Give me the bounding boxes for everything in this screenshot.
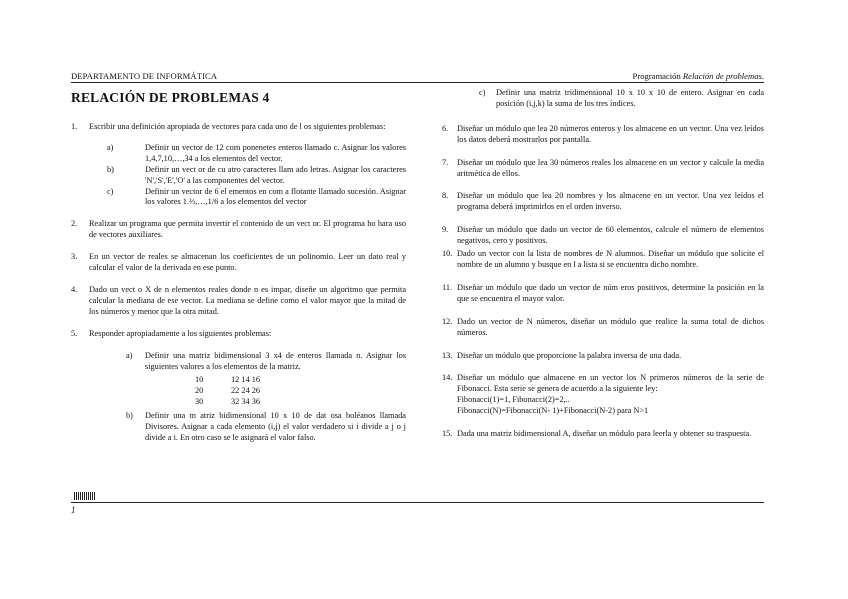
problem-text: Diseñar un módulo que lea 20 nombres y los almacene en un vector. Una vez leídos el programa deberá imprimirlos en el orden inverso.	[457, 191, 764, 212]
item-letter: b)	[126, 411, 133, 421]
problem-text: Diseñar un módulo que dado un vector de 60 elementos, calcule el número de elementos negativos, cero y positivos.	[457, 225, 764, 246]
problem-text: Dado un vector de N números, diseñar un módulo que realice la suma total de dichos números.	[457, 316, 764, 337]
problem-text: Diseñar un módulo que dado un vector de núm eros positivos, determine la posición en la que se encuentra el mayor valor.	[457, 282, 764, 303]
problem-1-a	[89, 143, 406, 165]
problem-2	[71, 219, 406, 241]
problem-text: Dado un vector con la lista de nombres de N alumnos. Diseñar un módulo que solicite el nombre de un alumno y busque en l a lista si se encuentra dicho nombre.	[457, 249, 764, 269]
problem-9	[442, 225, 764, 247]
page-title: RELACIÓN DE PROBLEMAS 4	[71, 90, 270, 105]
left-column	[71, 122, 406, 455]
problem-10	[442, 249, 764, 271]
problem-3	[71, 252, 406, 274]
matrix-cell: 30	[195, 397, 204, 407]
problem-number: 11.	[442, 282, 453, 292]
matrix-row	[195, 375, 406, 386]
header-department: DEPARTAMENTO DE INFORMÁTICA	[71, 71, 218, 81]
item-letter: a)	[126, 350, 133, 360]
matrix-cell: 12 14 16	[231, 375, 261, 385]
problem-4	[71, 285, 406, 318]
problem-1	[71, 122, 406, 208]
problem-number: 1.	[71, 122, 78, 131]
problem-number: 13.	[442, 350, 453, 360]
problem-12	[442, 317, 764, 339]
problem-6	[442, 124, 764, 146]
problem-1-c	[89, 187, 406, 209]
item-letter: c)	[107, 186, 114, 196]
problem-text: Diseñar un módulo que proporcione la palabra inversa de una dada.	[457, 350, 682, 360]
matrix-cell: 22 24 26	[231, 386, 261, 396]
header-course	[633, 71, 764, 81]
problem-text: Dado un vect o X de n elementos reales donde n es impar, diseñe un algoritmo que permita calcular la mediana de ese vector. La mediana se define como el valor mayor que la mitad de los números y menor que la otra mitad.	[89, 284, 406, 316]
problem-text: Responder apropiadamente a los siguientes problemas:	[89, 328, 272, 338]
item-text: Definir una m atriz bidimensional 10 x 10 de dat osa boléanos llamada Divisores. Asignar a cada elemento (i,j) el valor verdadero si i divide a j o j divide a i. En otro caso se le asignará el valor falso.	[145, 411, 406, 442]
barcode-stamp	[74, 492, 96, 500]
problem-number: 8.	[442, 191, 449, 201]
problem-text: Diseñar un módulo que lea 30 números reales los almacene en un vector y calcule la media aritmética de ellos.	[457, 157, 764, 178]
fibonacci-line-2: Fibonacci(N)=Fibonacci(N- 1)+Fibonacci(N-2) para N>1	[457, 406, 649, 416]
problem-14	[442, 373, 764, 417]
problem-text: En un vector de reales se almacenan los coeficientes de un polinomio. Leer un dato real y calcular el valor de la derivada en ese punto.	[89, 252, 406, 273]
right-column	[442, 88, 764, 452]
problem-number: 7.	[442, 157, 449, 167]
matrix-row	[195, 386, 406, 397]
problem-1-b	[89, 165, 406, 187]
problem-number: 5.	[71, 328, 78, 338]
problem-number: 6.	[442, 123, 449, 133]
item-letter: a)	[107, 142, 114, 152]
problem-5-a	[89, 351, 406, 409]
item-letter: c)	[479, 88, 486, 97]
problem-number: 4.	[71, 284, 78, 294]
item-text: Definir una matriz bidimensional 3 x4 de enteros llamada n. Asignar los siguientes valores a los elementos de la matriz.	[145, 350, 406, 371]
problem-8	[442, 191, 764, 213]
problem-text: Escribir una definición apropiada de vectores para cada uno de l os siguientes problemas:	[89, 122, 386, 131]
problem-number: 9.	[442, 225, 449, 235]
problem-number: 10.	[442, 249, 453, 259]
problem-5-b	[89, 411, 406, 444]
problem-5	[71, 329, 406, 444]
header-course-name: Programación	[632, 71, 681, 81]
problem-5-c	[442, 88, 764, 110]
matrix-values	[195, 375, 406, 408]
problem-text: Dada una matriz bidimensional A, diseñar un módulo para leerla y obtener su traspuesta.	[457, 429, 752, 439]
problem-15	[442, 429, 764, 440]
item-text: Definir un vector de 6 el ementos en com a flotante llamado sucesión. Asignar los valores 1.⅔,…,1/6 a los elementos del vector	[145, 186, 406, 207]
problem-text: Realizar un programa que permita invertir el contenido de un vect or. El programa ho hara uso de vectores auxiliares.	[89, 219, 406, 240]
problem-7	[442, 158, 764, 180]
problem-number: 2.	[71, 219, 78, 229]
problem-text: Diseñar un módulo que almacene en un vector los N primeros números de la serie de Fibonacci. Esta serie se genera de acuerdo a la siguiente ley:	[457, 373, 764, 394]
footer-rule	[71, 502, 764, 503]
item-text: Definir un vect or de cu atro caracteres llam ado letras. Asignar los caracteres 'N','S','E','O' a las componentes del vector.	[145, 164, 406, 185]
header-subtitle: Relación de problemas.	[682, 71, 764, 81]
page-number: 1	[71, 505, 76, 515]
matrix-cell: 20	[195, 386, 204, 396]
problem-11	[442, 283, 764, 305]
problem-13	[442, 351, 764, 362]
matrix-cell: 10	[195, 375, 204, 385]
item-text: Definir una matriz tridimensional 10 x 10 x 10 de entero. Asignar en cada posición (i,j,k) la suma de los tres índices.	[496, 88, 764, 108]
matrix-row	[195, 397, 406, 408]
matrix-cell: 32 34 36	[231, 397, 261, 407]
header-rule	[71, 82, 764, 83]
item-letter: b)	[107, 164, 114, 174]
fibonacci-line-1: Fibonacci(1)=1, Fibonacci(2)=2,..	[457, 395, 570, 405]
problem-number: 12.	[442, 316, 453, 326]
problem-number: 14.	[442, 373, 453, 383]
problem-number: 15.	[442, 429, 453, 439]
problem-text: Diseñar un módulo que lea 20 números enteros y los almacene en un vector. Una vez leídos los datos deberá mostrarlos por pantalla.	[457, 123, 764, 144]
item-text: Definir un vector de 12 com ponenetes enteros llamado c. Asignar los valores 1,4,7,10,…,34 a los elementos del vector.	[145, 142, 406, 163]
problem-number: 3.	[71, 252, 78, 262]
